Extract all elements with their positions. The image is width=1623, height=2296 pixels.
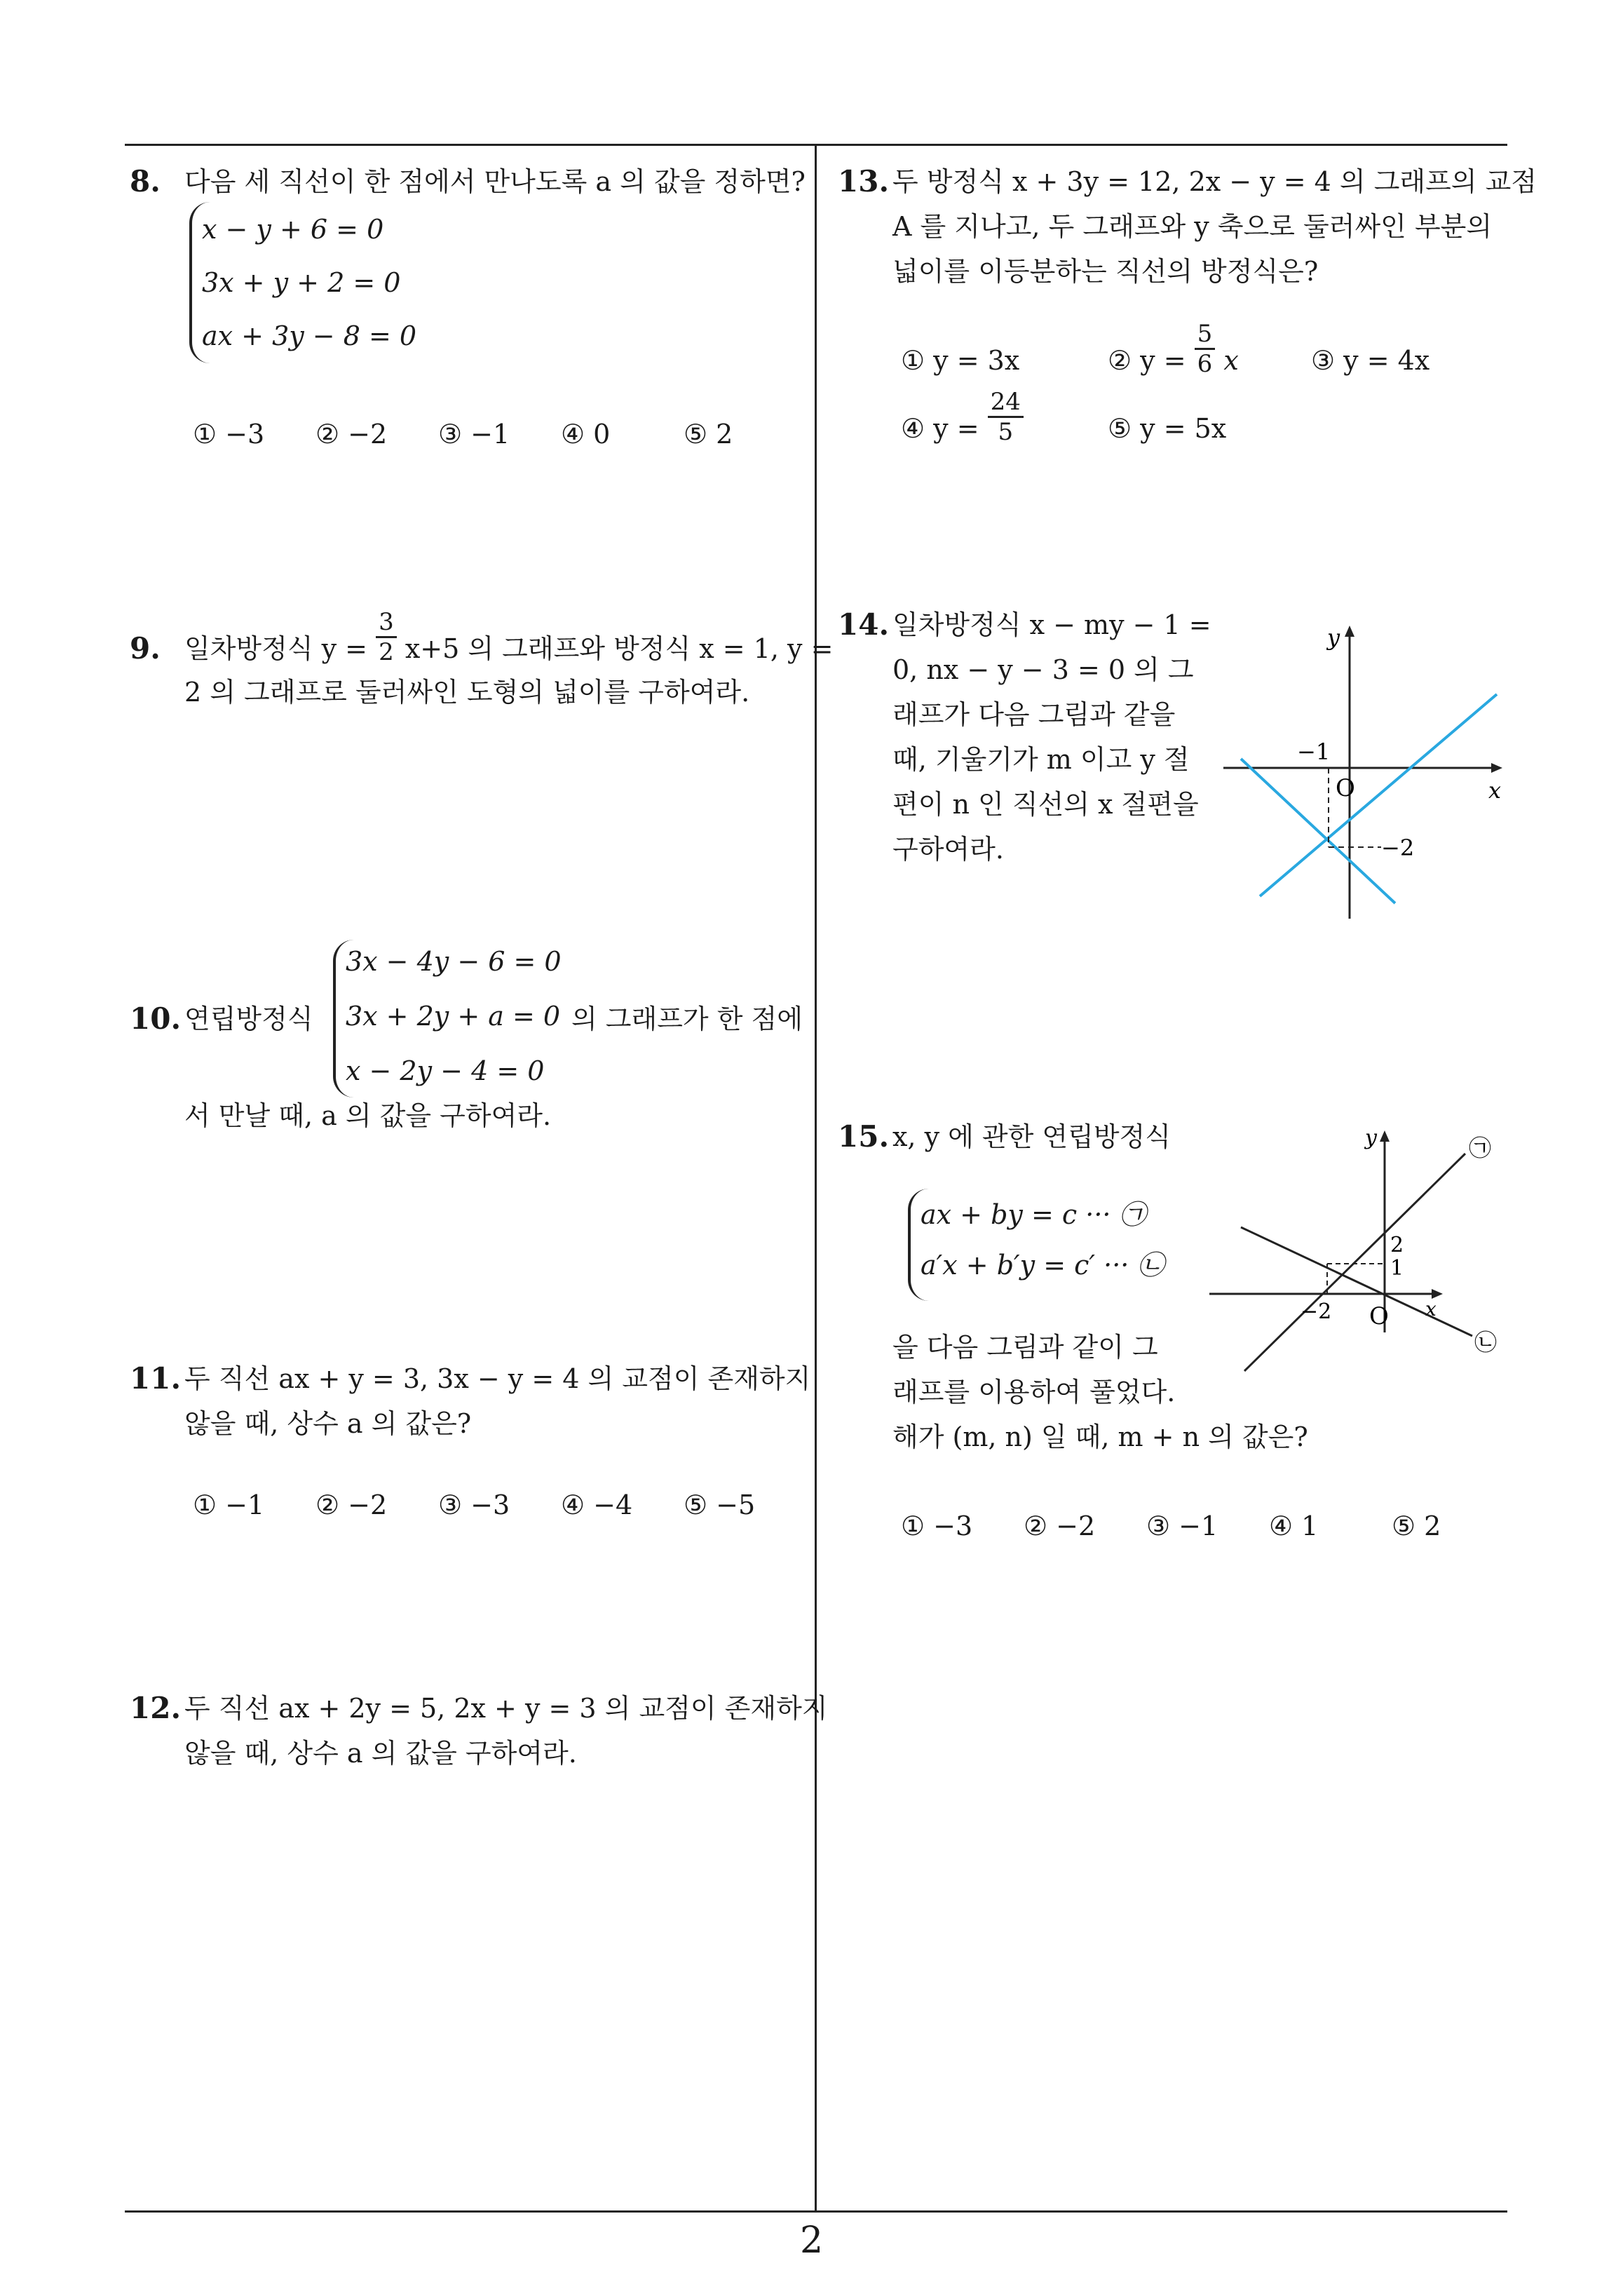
question-text: 2 의 그래프로 둘러싸인 도형의 넓이를 구하여라. bbox=[184, 677, 750, 708]
graph-line-2 bbox=[1260, 694, 1497, 896]
fraction-denominator: 6 bbox=[1197, 350, 1213, 378]
choice-3[interactable]: ③ y = 4x bbox=[1311, 345, 1430, 376]
question-number: 11. bbox=[130, 1361, 182, 1396]
tick-label: −2 bbox=[1301, 1299, 1332, 1324]
question-12 bbox=[130, 1687, 828, 1785]
equation: ax + by = c ··· ㉠ bbox=[921, 1199, 1146, 1230]
equation: 3x + y + 2 = 0 bbox=[202, 267, 401, 298]
choice-5[interactable]: ⑤ y = 5x bbox=[1108, 413, 1227, 444]
equation-system bbox=[333, 940, 588, 1098]
graph-figure bbox=[1195, 1115, 1511, 1375]
question-text: 넓이를 이등분하는 직선의 방정식은? bbox=[892, 256, 1319, 287]
graph-line-1 bbox=[1241, 759, 1395, 903]
question-text: 래프가 다음 그림과 같을 bbox=[892, 699, 1176, 730]
equation: 3x + 2y + a = 0 bbox=[346, 1001, 561, 1032]
text-part: x+5 의 그래프와 방정식 x = 1, y = bbox=[405, 633, 834, 664]
choice-2[interactable]: ② −2 bbox=[315, 1490, 388, 1520]
choice-3[interactable]: ③ −3 bbox=[438, 1490, 510, 1520]
choice-1[interactable]: ① −3 bbox=[193, 419, 265, 450]
fraction bbox=[1195, 320, 1216, 378]
question-number: 8. bbox=[130, 164, 161, 198]
question-9 bbox=[130, 608, 834, 743]
equation: ax + 3y − 8 = 0 bbox=[202, 320, 417, 351]
tick-label: −2 bbox=[1381, 835, 1415, 861]
question-number: 13. bbox=[838, 164, 890, 198]
equation: a′x + b′y = c′ ··· ㉡ bbox=[921, 1250, 1164, 1281]
question-text: 다음 세 직선이 한 점에서 만나도록 a 의 값을 정하면? bbox=[184, 166, 806, 197]
choice-3[interactable]: ③ −1 bbox=[1146, 1511, 1218, 1541]
question-text: 해가 (m, n) 일 때, m + n 의 값은? bbox=[892, 1422, 1308, 1452]
equation-system bbox=[189, 202, 430, 363]
equation: x − 2y − 4 = 0 bbox=[346, 1055, 545, 1086]
question-15 bbox=[838, 1115, 1511, 1571]
question-11 bbox=[130, 1357, 810, 1539]
text-part: 일차방정식 y = bbox=[184, 633, 368, 664]
fraction-numerator: 3 bbox=[376, 608, 397, 638]
question-text: 않을 때, 상수 a 의 값은? bbox=[184, 1408, 472, 1439]
text-part: ② y = bbox=[1108, 345, 1186, 376]
choice-1[interactable]: ① −1 bbox=[193, 1490, 265, 1520]
y-axis-label: y bbox=[1365, 1126, 1377, 1150]
question-text: 때, 기울기가 m 이고 y 절 bbox=[892, 744, 1190, 775]
question-number: 15. bbox=[838, 1119, 890, 1154]
question-text: x, y 에 관한 연립방정식 bbox=[892, 1121, 1171, 1152]
tick-label: −1 bbox=[1297, 738, 1331, 765]
equation: x − y + 6 = 0 bbox=[202, 214, 384, 245]
fraction-denominator: 5 bbox=[998, 418, 1014, 446]
fraction bbox=[988, 388, 1024, 446]
fraction-denominator: 2 bbox=[379, 638, 394, 666]
line-marker-1: ㉠ bbox=[1469, 1135, 1492, 1161]
graph-line-2 bbox=[1241, 1227, 1472, 1336]
question-text: 을 다음 그림과 같이 그 bbox=[892, 1332, 1158, 1363]
y-axis-arrow bbox=[1345, 626, 1354, 637]
line-marker-2: ㉡ bbox=[1474, 1329, 1498, 1356]
question-10 bbox=[130, 933, 810, 1150]
equation: 3x − 4y − 6 = 0 bbox=[346, 946, 562, 977]
choice-1[interactable]: ① −3 bbox=[901, 1511, 973, 1541]
question-13 bbox=[838, 160, 1537, 468]
text-part: ④ y = bbox=[901, 413, 979, 444]
choice-2[interactable]: ② −2 bbox=[315, 419, 388, 450]
choice-4[interactable]: ④ 1 bbox=[1269, 1511, 1319, 1541]
graph-figure bbox=[1209, 617, 1511, 926]
x-axis-label: x bbox=[1425, 1297, 1437, 1321]
choice-2[interactable]: ② −2 bbox=[1024, 1511, 1096, 1541]
y-axis-label: y bbox=[1327, 624, 1340, 651]
question-text: 일차방정식 x − my − 1 = bbox=[892, 609, 1211, 640]
question-text: 두 직선 ax + y = 3, 3x − y = 4 의 교점이 존재하지 bbox=[184, 1363, 811, 1394]
choice-4[interactable]: ④ 0 bbox=[561, 419, 611, 450]
x-axis-label: x bbox=[1488, 777, 1502, 804]
question-number: 10. bbox=[130, 1001, 182, 1036]
question-text bbox=[184, 608, 834, 670]
question-number: 12. bbox=[130, 1691, 182, 1725]
question-text: 의 그래프가 한 점에 bbox=[571, 1004, 803, 1034]
choice-3[interactable]: ③ −1 bbox=[438, 419, 510, 450]
choice-1[interactable]: ① y = 3x bbox=[901, 345, 1020, 376]
question-text: 연립방정식 bbox=[184, 1004, 313, 1034]
question-text: 두 방정식 x + 3y = 12, 2x − y = 4 의 그래프의 교점 bbox=[892, 166, 1537, 197]
page-number: 2 bbox=[799, 2220, 824, 2262]
graph-line-1 bbox=[1244, 1154, 1465, 1371]
left-column bbox=[130, 0, 834, 2209]
question-text: 편이 n 인 직선의 x 절편을 bbox=[892, 789, 1199, 820]
right-column bbox=[838, 0, 1537, 2209]
question-text: 않을 때, 상수 a 의 값을 구하여라. bbox=[184, 1738, 577, 1769]
origin-label: O bbox=[1369, 1302, 1389, 1330]
column-divider bbox=[815, 144, 817, 2211]
question-8 bbox=[130, 160, 810, 454]
question-number: 9. bbox=[130, 631, 161, 666]
question-text: 래프를 이용하여 풀었다. bbox=[892, 1377, 1176, 1407]
question-text: A 를 지나고, 두 그래프와 y 축으로 둘러싸인 부분의 bbox=[892, 211, 1493, 242]
text-part: x bbox=[1223, 345, 1239, 376]
fraction-numerator: 24 bbox=[988, 388, 1024, 418]
question-text: 서 만날 때, a 의 값을 구하여라. bbox=[184, 1100, 552, 1131]
bottom-rule bbox=[125, 2210, 1507, 2213]
fraction bbox=[376, 608, 397, 666]
fraction-numerator: 5 bbox=[1195, 320, 1216, 350]
choice-5[interactable]: ⑤ 2 bbox=[684, 419, 733, 450]
question-number: 14. bbox=[838, 607, 890, 642]
choice-5[interactable]: ⑤ 2 bbox=[1392, 1511, 1441, 1541]
question-text: 두 직선 ax + 2y = 5, 2x + y = 3 의 교점이 존재하지 bbox=[184, 1693, 828, 1724]
choice-5[interactable]: ⑤ −5 bbox=[684, 1490, 756, 1520]
choice-2[interactable] bbox=[1108, 320, 1239, 382]
y-axis-arrow bbox=[1380, 1130, 1390, 1142]
choice-4[interactable] bbox=[901, 388, 1024, 450]
tick-label: 1 bbox=[1390, 1256, 1404, 1281]
choice-4[interactable]: ④ −4 bbox=[561, 1490, 633, 1520]
question-14 bbox=[838, 603, 1511, 926]
tick-label: 2 bbox=[1390, 1233, 1404, 1257]
question-text: 구하여라. bbox=[892, 834, 1004, 865]
question-text: 0, nx − y − 3 = 0 의 그 bbox=[892, 654, 1194, 685]
origin-label: O bbox=[1336, 774, 1355, 802]
x-axis-arrow bbox=[1491, 763, 1502, 773]
equation-system bbox=[908, 1189, 1177, 1301]
